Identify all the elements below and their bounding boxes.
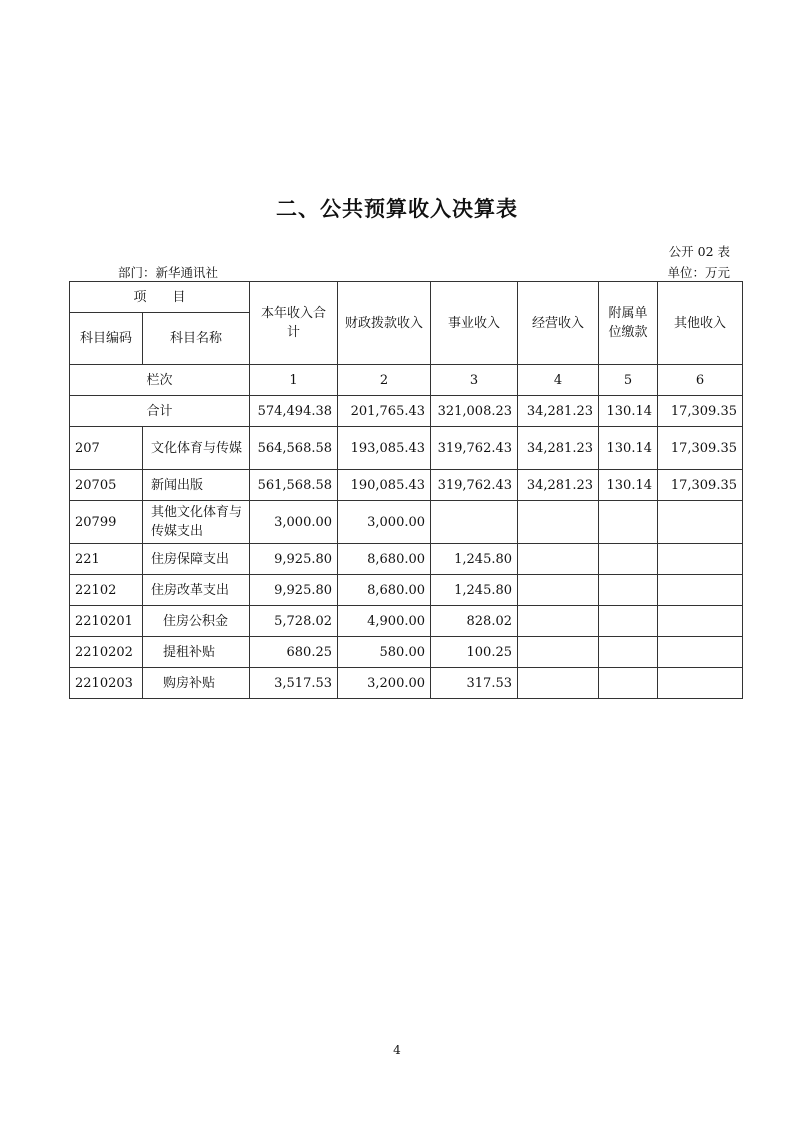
column-number: 1 [250, 365, 338, 396]
unit-label: 单位：万元 [667, 265, 730, 280]
row-other [658, 544, 743, 575]
row-code: 2210201 [70, 606, 143, 637]
row-operating [518, 575, 599, 606]
header-item: 项 目 [70, 282, 250, 313]
row-affiliated [599, 637, 658, 668]
row-business [431, 501, 518, 544]
row-fiscal: 4,900.00 [338, 606, 431, 637]
row-other [658, 606, 743, 637]
row-name: 文化体育与传媒 [143, 427, 250, 470]
row-business: 317.53 [431, 668, 518, 699]
column-number: 3 [431, 365, 518, 396]
total-other: 17,309.35 [658, 396, 743, 427]
row-operating [518, 544, 599, 575]
form-number: 公开 02 表 [668, 244, 730, 259]
row-code: 2210202 [70, 637, 143, 668]
header-row-1 [70, 282, 743, 313]
row-name: 住房改革支出 [143, 575, 250, 606]
column-number: 5 [599, 365, 658, 396]
column-number: 2 [338, 365, 431, 396]
row-total: 3,000.00 [250, 501, 338, 544]
header-business: 事业收入 [431, 282, 518, 365]
row-total: 3,517.53 [250, 668, 338, 699]
row-other: 17,309.35 [658, 470, 743, 501]
row-name: 提租补贴 [143, 637, 250, 668]
row-fiscal: 3,200.00 [338, 668, 431, 699]
total-total: 574,494.38 [250, 396, 338, 427]
table-row [70, 427, 743, 470]
total-fiscal: 201,765.43 [338, 396, 431, 427]
header-total: 本年收入合计 [250, 282, 338, 365]
table-row [70, 575, 743, 606]
row-operating: 34,281.23 [518, 427, 599, 470]
header-affiliated: 附属单位缴款 [599, 282, 658, 365]
row-affiliated [599, 606, 658, 637]
row-other: 17,309.35 [658, 427, 743, 470]
table-row [70, 470, 743, 501]
table-row [70, 501, 743, 544]
row-other [658, 501, 743, 544]
row-fiscal: 190,085.43 [338, 470, 431, 501]
column-number-row [70, 365, 743, 396]
row-fiscal: 580.00 [338, 637, 431, 668]
row-affiliated [599, 575, 658, 606]
header-other: 其他收入 [658, 282, 743, 365]
row-fiscal: 8,680.00 [338, 544, 431, 575]
table-row [70, 606, 743, 637]
row-code: 207 [70, 427, 143, 470]
row-operating [518, 668, 599, 699]
total-business: 321,008.23 [431, 396, 518, 427]
row-business: 828.02 [431, 606, 518, 637]
row-affiliated [599, 544, 658, 575]
row-name: 住房公积金 [143, 606, 250, 637]
row-operating: 34,281.23 [518, 470, 599, 501]
row-other [658, 668, 743, 699]
row-business: 1,245.80 [431, 575, 518, 606]
page-number: 4 [393, 1043, 401, 1057]
row-business: 1,245.80 [431, 544, 518, 575]
row-code: 2210203 [70, 668, 143, 699]
row-operating [518, 637, 599, 668]
total-operating: 34,281.23 [518, 396, 599, 427]
row-operating [518, 501, 599, 544]
row-code: 20705 [70, 470, 143, 501]
row-name: 住房保障支出 [143, 544, 250, 575]
row-total: 9,925.80 [250, 544, 338, 575]
row-fiscal: 3,000.00 [338, 501, 431, 544]
row-other [658, 637, 743, 668]
column-number-label: 栏次 [70, 365, 250, 396]
row-name: 新闻出版 [143, 470, 250, 501]
row-affiliated [599, 501, 658, 544]
table-row [70, 637, 743, 668]
row-affiliated [599, 668, 658, 699]
header-fiscal: 财政拨款收入 [338, 282, 431, 365]
row-fiscal: 193,085.43 [338, 427, 431, 470]
row-affiliated: 130.14 [599, 470, 658, 501]
row-business: 100.25 [431, 637, 518, 668]
total-label: 合计 [70, 396, 250, 427]
total-affiliated: 130.14 [599, 396, 658, 427]
row-total: 564,568.58 [250, 427, 338, 470]
row-name: 购房补贴 [143, 668, 250, 699]
column-number: 4 [518, 365, 599, 396]
row-operating [518, 606, 599, 637]
budget-income-table [69, 281, 743, 699]
row-affiliated: 130.14 [599, 427, 658, 470]
header-name: 科目名称 [143, 313, 250, 365]
row-total: 680.25 [250, 637, 338, 668]
column-number: 6 [658, 365, 743, 396]
header-code: 科目编码 [70, 313, 143, 365]
row-total: 561,568.58 [250, 470, 338, 501]
row-other [658, 575, 743, 606]
table-row [70, 668, 743, 699]
row-business: 319,762.43 [431, 427, 518, 470]
total-row [70, 396, 743, 427]
department-label: 部门：新华通讯社 [118, 265, 219, 280]
row-total: 5,728.02 [250, 606, 338, 637]
table-row [70, 544, 743, 575]
row-business: 319,762.43 [431, 470, 518, 501]
page-title: 二、公共预算收入决算表 [276, 197, 518, 221]
row-fiscal: 8,680.00 [338, 575, 431, 606]
row-code: 22102 [70, 575, 143, 606]
header-operating: 经营收入 [518, 282, 599, 365]
row-code: 221 [70, 544, 143, 575]
row-code: 20799 [70, 501, 143, 544]
row-total: 9,925.80 [250, 575, 338, 606]
row-name: 其他文化体育与传媒支出 [143, 501, 250, 544]
